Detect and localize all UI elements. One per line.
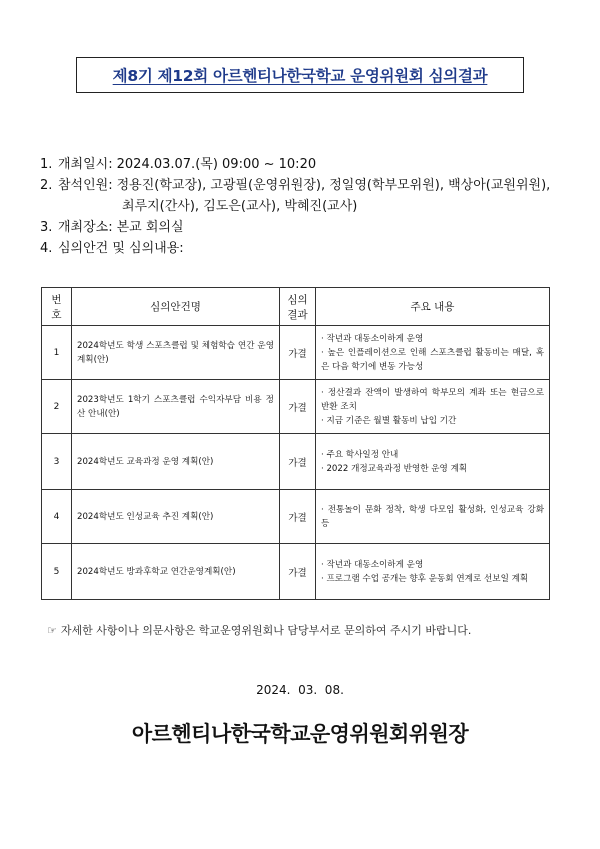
meeting-info — [40, 154, 580, 259]
header-agenda: 심의안건명 — [72, 288, 280, 326]
row-number: 2 — [42, 380, 72, 434]
row-agenda: 2024학년도 교육과정 운영 계획(안) — [72, 434, 280, 490]
row-result: 가결 — [280, 434, 316, 490]
footnote-text: 자세한 사항이나 의문사항은 학교운영위원회나 담당부서로 문의하여 주시기 바랍니다. — [60, 624, 472, 637]
row-number: 5 — [42, 544, 72, 600]
resolution-table — [41, 287, 550, 600]
content-line: · 작년과 대동소이하게 운영 — [321, 333, 424, 344]
row-agenda: 2023학년도 1학기 스포츠클럽 수익자부담 비용 정산 안내(안) — [72, 380, 280, 434]
header-content: 주요 내용 — [316, 288, 550, 326]
table-row — [42, 490, 550, 544]
info-number: 2. — [40, 178, 53, 193]
row-content — [316, 544, 550, 600]
row-number: 3 — [42, 434, 72, 490]
info-value: 본교 회의실 — [116, 220, 184, 235]
row-result: 가결 — [280, 326, 316, 380]
row-agenda: 2024학년도 방과후학교 연간운영계획(안) — [72, 544, 280, 600]
content-line: · 정산결과 잔액이 발생하여 학부모의 계좌 또는 현금으로 반환 조치 — [321, 387, 544, 412]
info-place — [40, 217, 580, 238]
table-row — [42, 326, 550, 380]
footnote — [47, 622, 471, 638]
row-number: 1 — [42, 326, 72, 380]
document-date: 2024. 03. 08. — [256, 683, 344, 697]
table-row — [42, 544, 550, 600]
info-number: 3. — [40, 220, 53, 235]
info-number: 1. — [40, 157, 53, 172]
row-content — [316, 490, 550, 544]
info-label: 개최장소: — [58, 220, 113, 235]
info-value: 정용진(학교장), 고광필(운영위원장), 정일영(학부모위원), 백상아(교원위원), — [116, 178, 551, 193]
row-result: 가결 — [280, 380, 316, 434]
info-attendees — [40, 175, 580, 196]
content-line: · 작년과 대동소이하게 운영 — [321, 559, 424, 570]
content-line: · 주요 학사일정 안내 — [321, 449, 399, 460]
content-line: · 2022 개정교육과정 반영한 운영 계획 — [321, 463, 468, 474]
title-box — [76, 57, 524, 93]
table-row — [42, 434, 550, 490]
header-number: 번호 — [42, 288, 72, 326]
content-line: · 프로그램 수업 공개는 향후 운동회 연계로 선보일 계획 — [321, 573, 529, 584]
content-line: · 지금 기준은 월별 활동비 납입 기간 — [321, 415, 457, 426]
row-result: 가결 — [280, 490, 316, 544]
pointing-hand-icon: ☞ — [47, 624, 57, 637]
signatory: 아르헨티나한국학교운영위원회위원장 — [131, 722, 469, 746]
row-content — [316, 380, 550, 434]
page-title: 제8기 제12회 아르헨티나한국학교 운영위원회 심의결과 — [112, 67, 488, 85]
row-content — [316, 326, 550, 380]
table-header-row — [42, 288, 550, 326]
content-line: · 전통놀이 문화 정착, 학생 다모임 활성화, 인성교육 강화 등 — [321, 504, 544, 529]
header-result: 심의결과 — [280, 288, 316, 326]
row-agenda: 2024학년도 학생 스포츠클럽 및 체험학습 연간 운영 계획(안) — [72, 326, 280, 380]
table-row — [42, 380, 550, 434]
info-date — [40, 154, 580, 175]
row-content — [316, 434, 550, 490]
info-label: 심의안건 및 심의내용: — [58, 241, 184, 256]
info-label: 개최일시: — [58, 157, 113, 172]
content-line: · 높은 인플레이션으로 인해 스포츠클럽 활동비는 매달, 혹은 다음 학기에 변동 가능성 — [321, 347, 544, 372]
info-value-continued: 최루지(간사), 김도은(교사), 박혜진(교사) — [122, 199, 358, 214]
info-agenda — [40, 238, 580, 259]
info-value: 2024.03.07.(목) 09:00 ~ 10:20 — [116, 157, 317, 172]
info-number: 4. — [40, 241, 53, 256]
info-label: 참석인원: — [58, 178, 113, 193]
row-result: 가결 — [280, 544, 316, 600]
row-number: 4 — [42, 490, 72, 544]
row-agenda: 2024학년도 인성교육 추진 계획(안) — [72, 490, 280, 544]
info-attendees-cont — [40, 196, 580, 217]
